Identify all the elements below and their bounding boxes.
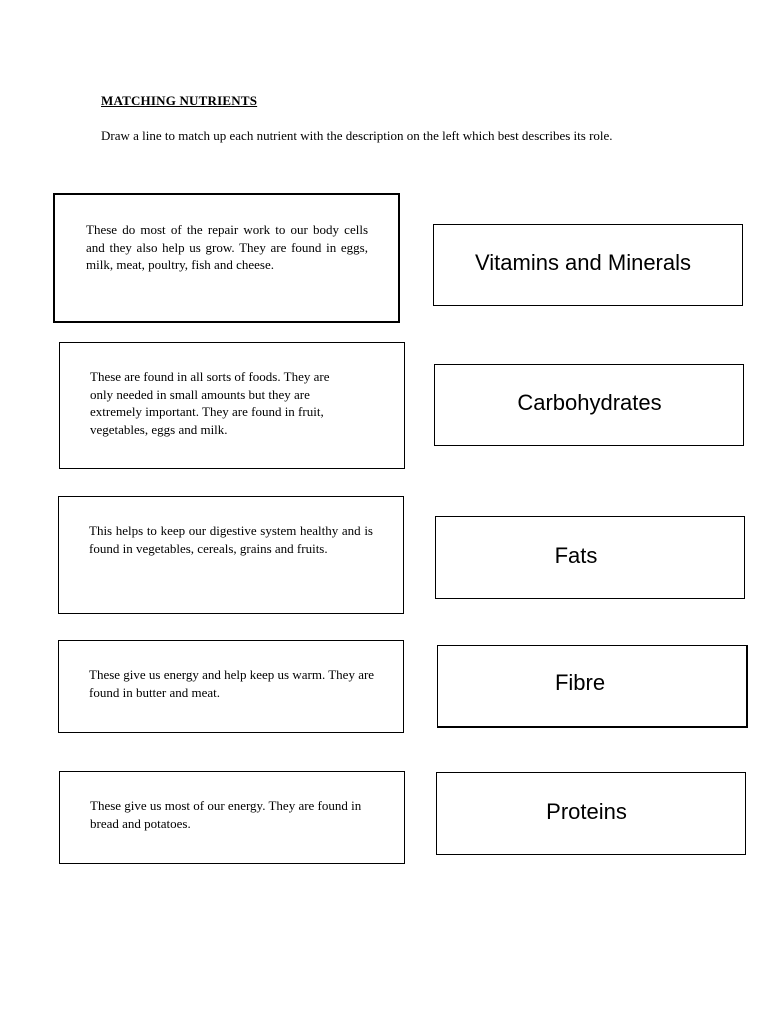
nutrient-box-fats[interactable]: [435, 516, 745, 599]
nutrient-box-fibre[interactable]: [437, 645, 748, 728]
page-title: MATCHING NUTRIENTS: [101, 93, 258, 108]
description-text-5: These give us most of our energy. They are found in bread and potatoes.: [90, 798, 362, 831]
description-text-1: These do most of the repair work to our body cells and they also help us grow. They are found in eggs, milk, meat, poultry, fish and cheese.: [86, 222, 368, 272]
nutrient-box-carbohydrates[interactable]: [434, 364, 744, 446]
nutrient-label-carbohydrates: Carbohydrates: [517, 390, 662, 415]
description-box-4[interactable]: [58, 640, 404, 733]
instructions-text: Draw a line to match up each nutrient with the description on the left which best describes its role.: [101, 128, 613, 143]
nutrient-label-vitamins-minerals: Vitamins and Minerals: [474, 250, 692, 275]
nutrient-label-fibre: Fibre: [554, 670, 606, 695]
description-box-5[interactable]: [59, 771, 405, 864]
description-box-3[interactable]: [58, 496, 404, 614]
nutrient-label-fats: Fats: [554, 542, 598, 568]
nutrient-box-vitamins-minerals[interactable]: [433, 224, 743, 306]
description-text-3: This helps to keep our digestive system healthy and is found in vegetables, cereals, grains and fruits.: [89, 523, 373, 556]
description-text-4: These give us energy and help keep us warm. They are found in butter and meat.: [89, 667, 375, 700]
description-box-2[interactable]: [59, 342, 405, 469]
nutrient-label-proteins: Proteins: [546, 798, 627, 824]
description-text-2: These are found in all sorts of foods. They are only needed in small amounts but they are extremely important. They are found in fruit, vegetables, eggs and milk.: [90, 369, 330, 437]
description-box-1[interactable]: [53, 193, 400, 323]
nutrient-box-proteins[interactable]: [436, 772, 746, 855]
